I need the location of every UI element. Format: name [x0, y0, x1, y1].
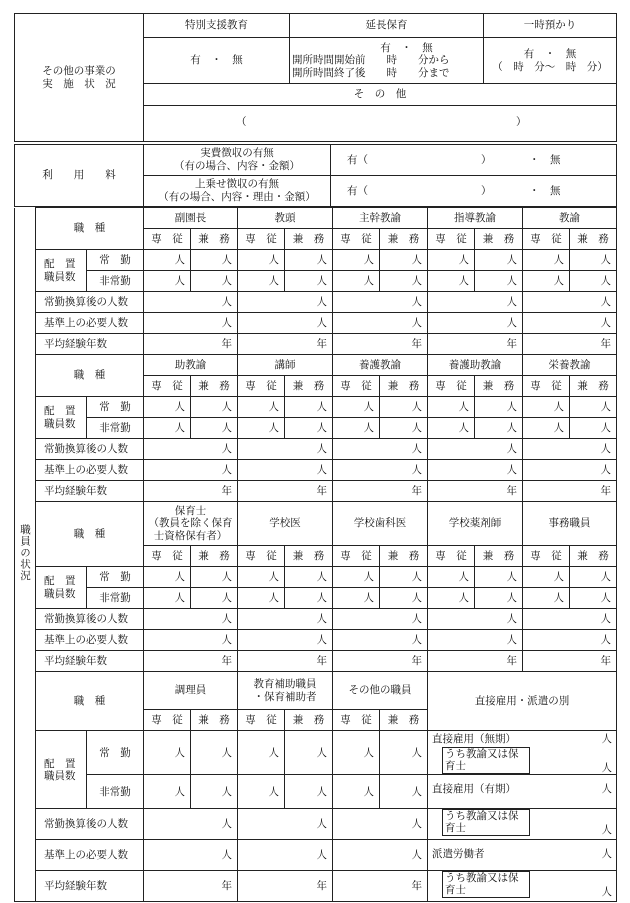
concurrent-header: 兼 務: [285, 546, 333, 567]
concurrent-header: 兼 務: [380, 546, 428, 567]
staff-total-cell[interactable]: 人: [428, 630, 523, 651]
staff-count-cell[interactable]: 人: [191, 588, 238, 609]
staff-count-cell[interactable]: 人: [238, 731, 285, 775]
role-header: 保育士 （教員を除く保育 士資格保有者）: [144, 502, 238, 546]
staff-count-cell[interactable]: 人: [238, 567, 285, 588]
staff-total-cell[interactable]: 人: [333, 292, 428, 313]
concurrent-header: 兼 務: [475, 546, 523, 567]
staff-count-cell[interactable]: 人: [523, 418, 570, 439]
staff-total-cell[interactable]: 年: [238, 481, 333, 502]
staff-total-cell[interactable]: 年: [144, 871, 238, 902]
staff-count-cell[interactable]: 人: [570, 271, 617, 292]
staff-count-cell[interactable]: 人: [570, 588, 617, 609]
temporary-care-header: 一時預かり: [484, 14, 617, 38]
staff-count-cell[interactable]: 人: [570, 250, 617, 271]
staff-total-cell[interactable]: 人: [523, 439, 617, 460]
fulltime-header: 専 従: [144, 376, 191, 397]
actual-cost-no: ・ 無: [529, 154, 561, 166]
concurrent-header: 兼 務: [570, 229, 617, 250]
role-header: 学校薬剤師: [428, 502, 523, 546]
concurrent-header: 兼 務: [191, 376, 238, 397]
staff-count-cell[interactable]: 人: [523, 250, 570, 271]
fulltime-header: 専 従: [523, 376, 570, 397]
role-header: 調理員: [144, 672, 238, 710]
staff-total-cell[interactable]: 人: [144, 809, 238, 840]
staff-count-cell[interactable]: 人: [333, 250, 380, 271]
concurrent-header: 兼 務: [191, 546, 238, 567]
fulltime-header: 専 従: [523, 229, 570, 250]
temporary-care-time[interactable]: （ 時 分〜 時 分）: [492, 60, 608, 73]
staff-count-cell[interactable]: 人: [191, 250, 238, 271]
staff-total-cell[interactable]: 人: [144, 439, 238, 460]
staff-count-cell[interactable]: 人: [191, 731, 238, 775]
staff-total-cell[interactable]: 年: [238, 334, 333, 355]
employment-row-label: うち教諭又は保 育士: [442, 809, 530, 836]
avg_years-label: 平均経験年数: [36, 481, 144, 502]
staff-total-cell[interactable]: 人: [144, 460, 238, 481]
employment-row-label: 派遣労働者: [432, 848, 485, 861]
fulltime-header: 専 従: [238, 710, 285, 731]
staff-count-cell[interactable]: 人: [570, 567, 617, 588]
employment-unit: 人: [601, 762, 612, 775]
required-label: 基準上の必要人数: [36, 840, 144, 871]
staff-count-cell[interactable]: 人: [570, 418, 617, 439]
concurrent-header: 兼 務: [285, 710, 333, 731]
staff-total-cell[interactable]: 人: [238, 439, 333, 460]
employment-unit: 人: [601, 886, 612, 899]
role-header: 講師: [238, 355, 333, 376]
staff-count-cell[interactable]: 人: [333, 397, 380, 418]
role-header: 主幹教諭: [333, 208, 428, 229]
required-label: 基準上の必要人数: [36, 460, 144, 481]
part_time-label: 非常勤: [87, 588, 144, 609]
fulltime-header: 専 従: [238, 546, 285, 567]
staff-total-cell[interactable]: 年: [523, 651, 617, 672]
fulltime-header: 専 従: [238, 229, 285, 250]
staff-count-cell[interactable]: 人: [380, 397, 428, 418]
staff-count-cell[interactable]: 人: [475, 588, 523, 609]
staff-count-cell[interactable]: 人: [285, 397, 333, 418]
staff-total-cell[interactable]: 人: [144, 840, 238, 871]
regular-label: 常 勤: [87, 731, 144, 775]
staff-count-cell[interactable]: 人: [285, 271, 333, 292]
fulltime-header: 専 従: [428, 376, 475, 397]
part_time-label: 非常勤: [87, 418, 144, 439]
part_time-label: 非常勤: [87, 271, 144, 292]
employment-cell[interactable]: [428, 731, 617, 775]
role-header: 学校医: [238, 502, 333, 546]
concurrent-header: 兼 務: [191, 710, 238, 731]
concurrent-header: 兼 務: [570, 546, 617, 567]
staff-count-cell[interactable]: 人: [285, 588, 333, 609]
surcharge-no: ・ 無: [529, 185, 561, 197]
staff-count-cell[interactable]: 人: [144, 731, 191, 775]
fulltime-header: 専 従: [333, 710, 380, 731]
fulltime-header: 専 従: [523, 546, 570, 567]
staff-table: [14, 207, 617, 902]
staff-total-cell[interactable]: 年: [144, 651, 238, 672]
staff-count-cell[interactable]: 人: [144, 271, 191, 292]
staff-count-cell[interactable]: 人: [285, 250, 333, 271]
staff-count-cell[interactable]: 人: [428, 588, 475, 609]
part_time-label: 非常勤: [87, 775, 144, 809]
extended-care-header: 延長保育: [290, 14, 484, 38]
surcharge-value[interactable]: [331, 176, 617, 207]
staff-count-cell[interactable]: 人: [191, 397, 238, 418]
staff-total-cell[interactable]: 人: [523, 609, 617, 630]
role-header: 教頭: [238, 208, 333, 229]
staff-total-cell[interactable]: 人: [238, 292, 333, 313]
staff-total-cell[interactable]: 年: [333, 334, 428, 355]
employment-unit: 人: [601, 733, 612, 745]
staff-total-cell[interactable]: 年: [144, 481, 238, 502]
concurrent-header: 兼 務: [475, 376, 523, 397]
actual-cost-label: 実費徴収の有無: [200, 146, 274, 159]
staff-total-cell[interactable]: 年: [428, 481, 523, 502]
staff-count-cell[interactable]: 人: [285, 775, 333, 809]
avg_years-label: 平均経験年数: [36, 334, 144, 355]
temporary-care-value[interactable]: 有 ・ 無: [523, 48, 577, 61]
staff-count-cell[interactable]: 人: [428, 397, 475, 418]
staff-count-cell[interactable]: 人: [285, 567, 333, 588]
employment-unit: 人: [601, 824, 612, 837]
staff-count-cell[interactable]: 人: [333, 775, 380, 809]
regular-label: 常 勤: [87, 250, 144, 271]
staff-count-cell[interactable]: 人: [144, 418, 191, 439]
role-header: 養護教諭: [333, 355, 428, 376]
staff-count-cell[interactable]: 人: [475, 250, 523, 271]
regular-label: 常 勤: [87, 397, 144, 418]
fulltime-header: 専 従: [144, 710, 191, 731]
staff-count-cell[interactable]: 人: [238, 397, 285, 418]
role-header: 事務職員: [523, 502, 617, 546]
staff-total-cell[interactable]: 人: [238, 630, 333, 651]
staff-total-cell[interactable]: 人: [428, 292, 523, 313]
required-label: 基準上の必要人数: [36, 630, 144, 651]
special-support-value[interactable]: 有 ・ 無: [144, 38, 290, 84]
concurrent-header: 兼 務: [380, 229, 428, 250]
fulltime-header: 専 従: [333, 376, 380, 397]
other-header: そ の 他: [144, 84, 617, 106]
staff-count-cell[interactable]: 人: [380, 418, 428, 439]
fte-label: 常勤換算後の人数: [36, 609, 144, 630]
fees-label: 利 用 料: [15, 145, 144, 207]
staff-total-cell[interactable]: 人: [333, 609, 428, 630]
employment-cell[interactable]: [428, 809, 617, 840]
staff-total-cell[interactable]: 人: [238, 313, 333, 334]
fte-label: 常勤換算後の人数: [36, 292, 144, 313]
staff-count-cell[interactable]: 人: [191, 775, 238, 809]
surcharge-yes: 有（: [347, 185, 368, 197]
staff-count-cell[interactable]: 人: [191, 567, 238, 588]
surcharge-sub: （有の場合、内容・理由・金額）: [158, 191, 316, 203]
avg_years-label: 平均経験年数: [36, 871, 144, 902]
staff-total-cell[interactable]: 人: [428, 313, 523, 334]
role-header: 栄養教諭: [523, 355, 617, 376]
fees-table: [14, 144, 617, 207]
staff-count-cell[interactable]: 人: [144, 775, 191, 809]
staff-total-cell[interactable]: 人: [333, 460, 428, 481]
staff-count-cell[interactable]: 人: [380, 588, 428, 609]
fulltime-header: 専 従: [238, 376, 285, 397]
staff-total-cell[interactable]: 人: [428, 439, 523, 460]
role-header: 副園長: [144, 208, 238, 229]
staff-total-cell[interactable]: 人: [238, 840, 333, 871]
job-type-label: 職 種: [36, 208, 144, 250]
surcharge-label: 上乗せ徴収の有無: [195, 177, 279, 190]
role-header: 養護助教諭: [428, 355, 523, 376]
other-services-table: [14, 13, 617, 142]
staff-count-cell[interactable]: 人: [333, 588, 380, 609]
other-close-paren: ）: [516, 116, 527, 128]
staff-count-cell[interactable]: 人: [380, 567, 428, 588]
extended-care-end[interactable]: 開所時間終了後 時 分まで: [292, 66, 450, 79]
staff-total-cell[interactable]: 年: [523, 481, 617, 502]
employment-row-label: うち教諭又は保 育士: [442, 747, 530, 774]
staff-count-cell[interactable]: 人: [144, 250, 191, 271]
staff-count-cell[interactable]: 人: [380, 775, 428, 809]
staff-count-cell[interactable]: 人: [144, 588, 191, 609]
other-value[interactable]: [144, 106, 617, 142]
employment-unit: 人: [601, 783, 612, 796]
employment-row-label: 直接雇用（無期）: [432, 733, 516, 745]
staff-total-cell[interactable]: 人: [238, 609, 333, 630]
placement-label: 配 置 職員数: [36, 731, 87, 809]
placement-label: 配 置 職員数: [36, 567, 87, 609]
staff-count-cell[interactable]: 人: [191, 418, 238, 439]
concurrent-header: 兼 務: [380, 376, 428, 397]
staff-total-cell[interactable]: 年: [428, 334, 523, 355]
staff-total-cell[interactable]: 年: [333, 481, 428, 502]
role-header: 教育補助職員 ・保育補助者: [238, 672, 333, 710]
concurrent-header: 兼 務: [191, 229, 238, 250]
regular-label: 常 勤: [87, 567, 144, 588]
staff-count-cell[interactable]: 人: [380, 271, 428, 292]
staff-count-cell[interactable]: 人: [333, 418, 380, 439]
staff-count-cell[interactable]: 人: [238, 775, 285, 809]
staff-total-cell[interactable]: 年: [144, 334, 238, 355]
staff-total-cell[interactable]: 年: [333, 651, 428, 672]
staff-count-cell[interactable]: 人: [475, 418, 523, 439]
role-header: その他の職員: [333, 672, 428, 710]
employment-cell[interactable]: [428, 871, 617, 902]
employment-cell[interactable]: [428, 775, 617, 809]
employment-unit: 人: [601, 848, 612, 861]
staff-count-cell[interactable]: 人: [191, 271, 238, 292]
staff-total-cell[interactable]: 人: [144, 630, 238, 651]
fulltime-header: 専 従: [333, 546, 380, 567]
other-services-label: その他の事業の 実 施 状 況: [15, 14, 144, 142]
staff-count-cell[interactable]: 人: [333, 731, 380, 775]
staff-total-cell[interactable]: 人: [523, 313, 617, 334]
staff-total-cell[interactable]: 年: [333, 871, 428, 902]
extended-care-start[interactable]: 開所時間開始前 時 分から: [292, 54, 450, 67]
staff-total-cell[interactable]: 年: [238, 651, 333, 672]
staff-count-cell[interactable]: 人: [428, 567, 475, 588]
actual-cost-yes: 有（: [347, 154, 368, 166]
staff-total-cell[interactable]: 人: [523, 292, 617, 313]
fte-label: 常勤換算後の人数: [36, 809, 144, 840]
staff-count-cell[interactable]: 人: [475, 271, 523, 292]
placement-label: 配 置 職員数: [36, 397, 87, 439]
concurrent-header: 兼 務: [285, 229, 333, 250]
staff-total-cell[interactable]: 人: [333, 439, 428, 460]
role-header: 助教諭: [144, 355, 238, 376]
staff-total-cell[interactable]: 人: [238, 460, 333, 481]
staff-count-cell[interactable]: 人: [570, 397, 617, 418]
staff-total-cell[interactable]: 年: [523, 334, 617, 355]
staff-total-cell[interactable]: 人: [144, 313, 238, 334]
special-support-header: 特別支援教育: [144, 14, 290, 38]
staff-count-cell[interactable]: 人: [144, 567, 191, 588]
concurrent-header: 兼 務: [380, 710, 428, 731]
employment-row-label: うち教諭又は保 育士: [442, 871, 530, 898]
staff-count-cell[interactable]: 人: [380, 731, 428, 775]
job-type-label: 職 種: [36, 672, 144, 731]
fte-label: 常勤換算後の人数: [36, 439, 144, 460]
staff-total-cell[interactable]: 人: [523, 460, 617, 481]
staff-side-label: [15, 208, 36, 902]
staff-side-label-text: 職員の状況: [19, 524, 32, 582]
staff-total-cell[interactable]: 人: [333, 840, 428, 871]
placement-label: 配 置 職員数: [36, 250, 87, 292]
staff-total-cell[interactable]: 人: [333, 809, 428, 840]
staff-total-cell[interactable]: 年: [428, 651, 523, 672]
surcharge-close: ）: [481, 185, 492, 197]
role-header: 学校歯科医: [333, 502, 428, 546]
staff-total-cell[interactable]: 人: [144, 609, 238, 630]
fulltime-header: 専 従: [333, 229, 380, 250]
staff-count-cell[interactable]: 人: [523, 271, 570, 292]
avg_years-label: 平均経験年数: [36, 651, 144, 672]
employment-row-label: 直接雇用（有期）: [432, 783, 516, 796]
staff-count-cell[interactable]: 人: [380, 250, 428, 271]
staff-total-cell[interactable]: 人: [523, 630, 617, 651]
staff-count-cell[interactable]: 人: [523, 397, 570, 418]
staff-count-cell[interactable]: 人: [475, 567, 523, 588]
concurrent-header: 兼 務: [475, 229, 523, 250]
job-type-label: 職 種: [36, 502, 144, 567]
staff-count-cell[interactable]: 人: [333, 567, 380, 588]
employment-header: 直接雇用・派遣の別: [428, 672, 617, 731]
staff-count-cell[interactable]: 人: [238, 588, 285, 609]
staff-count-cell[interactable]: 人: [523, 567, 570, 588]
staff-count-cell[interactable]: 人: [475, 397, 523, 418]
fulltime-header: 専 従: [428, 546, 475, 567]
staff-total-cell[interactable]: 年: [238, 871, 333, 902]
staff-count-cell[interactable]: 人: [238, 418, 285, 439]
staff-total-cell[interactable]: 人: [333, 630, 428, 651]
staff-total-cell[interactable]: 人: [428, 609, 523, 630]
employment-cell[interactable]: [428, 840, 617, 871]
other-open-paren: （: [236, 116, 247, 128]
staff-count-cell[interactable]: 人: [523, 588, 570, 609]
staff-total-cell[interactable]: 人: [238, 809, 333, 840]
concurrent-header: 兼 務: [285, 376, 333, 397]
actual-cost-close: ）: [481, 154, 492, 166]
fulltime-header: 専 従: [144, 229, 191, 250]
role-header: 指導教諭: [428, 208, 523, 229]
staff-count-cell[interactable]: 人: [428, 250, 475, 271]
extended-care-value[interactable]: 有 ・ 無: [380, 41, 433, 54]
required-label: 基準上の必要人数: [36, 313, 144, 334]
staff-count-cell[interactable]: 人: [285, 731, 333, 775]
role-header: 教諭: [523, 208, 617, 229]
staff-total-cell[interactable]: 人: [333, 313, 428, 334]
job-type-label: 職 種: [36, 355, 144, 397]
actual-cost-sub: （有の場合、内容・金額）: [174, 160, 300, 172]
fulltime-header: 専 従: [144, 546, 191, 567]
staff-count-cell[interactable]: 人: [428, 271, 475, 292]
staff-total-cell[interactable]: 人: [144, 292, 238, 313]
staff-count-cell[interactable]: 人: [333, 271, 380, 292]
staff-count-cell[interactable]: 人: [238, 271, 285, 292]
concurrent-header: 兼 務: [570, 376, 617, 397]
actual-cost-value[interactable]: [331, 145, 617, 176]
staff-count-cell[interactable]: 人: [285, 418, 333, 439]
staff-count-cell[interactable]: 人: [144, 397, 191, 418]
staff-total-cell[interactable]: 人: [428, 460, 523, 481]
staff-count-cell[interactable]: 人: [428, 418, 475, 439]
fulltime-header: 専 従: [428, 229, 475, 250]
staff-count-cell[interactable]: 人: [238, 250, 285, 271]
